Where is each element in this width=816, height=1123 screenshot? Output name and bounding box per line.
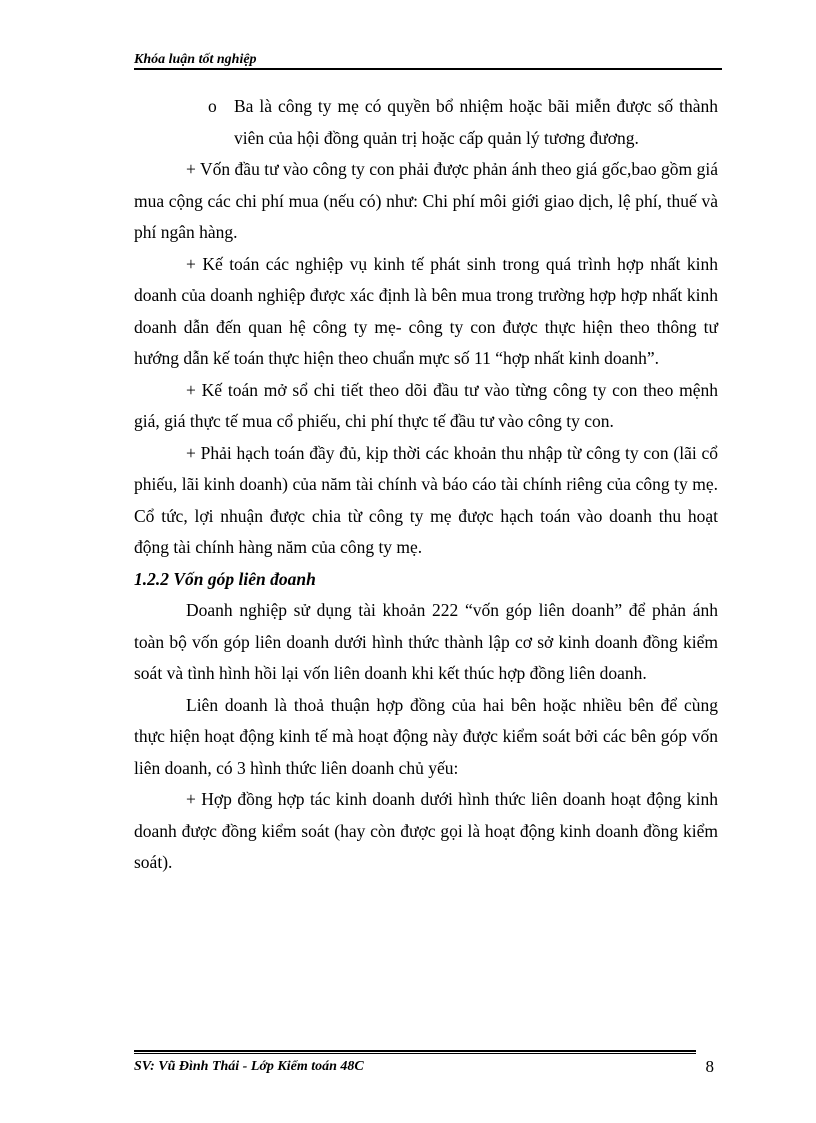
paragraph: Liên doanh là thoả thuận hợp đồng của hai bên hoặc nhiều bên để cùng thực hiện hoạt động kinh tế mà hoạt động này được kiểm soát bởi các bên góp vốn liên doanh, có 3 hình thức liên doanh chủ yếu:: [134, 694, 718, 778]
page-header: [134, 50, 722, 70]
page-footer: [134, 1057, 714, 1077]
section-heading: 1.2.2 Vốn góp liên đoanh: [134, 568, 316, 589]
footer-author: SV: Vũ Đình Thái - Lớp Kiểm toán 48C: [134, 1059, 364, 1074]
paragraph: Doanh nghiệp sử dụng tài khoản 222 “vốn góp liên doanh” để phản ánh toàn bộ vốn góp liên doanh dưới hình thức thành lập cơ sở kinh doanh đồng kiểm soát và tình hình hồi lại vốn liên doanh khi kết thúc hợp đồng liên doanh.: [134, 600, 718, 683]
bullet-text: Ba là công ty mẹ có quyền bổ nhiệm hoặc bãi miễn được số thành viên của hội đồng quản trị hoặc cấp quản lý tương đương.: [234, 96, 718, 148]
paragraph: + Kế toán mở sổ chi tiết theo dõi đầu tư vào từng công ty con theo mệnh giá, giá thực tế mua cổ phiếu, chi phí thực tế đầu tư vào công ty con.: [134, 379, 718, 431]
paragraph: + Phải hạch toán đầy đủ, kịp thời các khoản thu nhập từ công ty con (lãi cổ phiếu, lãi kinh doanh) của năm tài chính và báo cáo tài chính riêng của công ty mẹ. Cổ tức, lợi nhuận được chia từ công ty mẹ được hạch toán vào doanh thu hoạt động tài chính hàng năm của công ty mẹ.: [134, 442, 718, 557]
footer-divider: [134, 1050, 696, 1054]
header-title: Khóa luận tốt nghiệp: [134, 52, 257, 67]
bullet-item: [134, 91, 718, 154]
paragraph: + Vốn đầu tư vào công ty con phải được phản ánh theo giá gốc,bao gồm giá mua cộng các chi phí mua (nếu có) như: Chi phí môi giới giao dịch, lệ phí, thuế và phí ngân hàng.: [134, 159, 718, 242]
paragraph: + Kế toán các nghiệp vụ kinh tế phát sinh trong quá trình hợp nhất kinh doanh của doanh nghiệp được xác định là bên mua trong trường hợp hợp nhất kinh doanh dẫn đến quan hệ công ty mẹ- công ty con được thực hiện theo thông tư hướng dẫn kế toán thực hiện theo chuẩn mực số 11 “hợp nhất kinh doanh”.: [134, 253, 718, 368]
page-number: 8: [705, 1057, 714, 1076]
circle-bullet-icon: o: [208, 96, 217, 116]
document-body: [134, 91, 718, 879]
paragraph: + Hợp đồng hợp tác kinh doanh dưới hình thức liên doanh hoạt động kinh doanh được đồng kiểm soát (hay còn được gọi là hoạt động kinh doanh đồng kiểm soát).: [134, 789, 718, 872]
